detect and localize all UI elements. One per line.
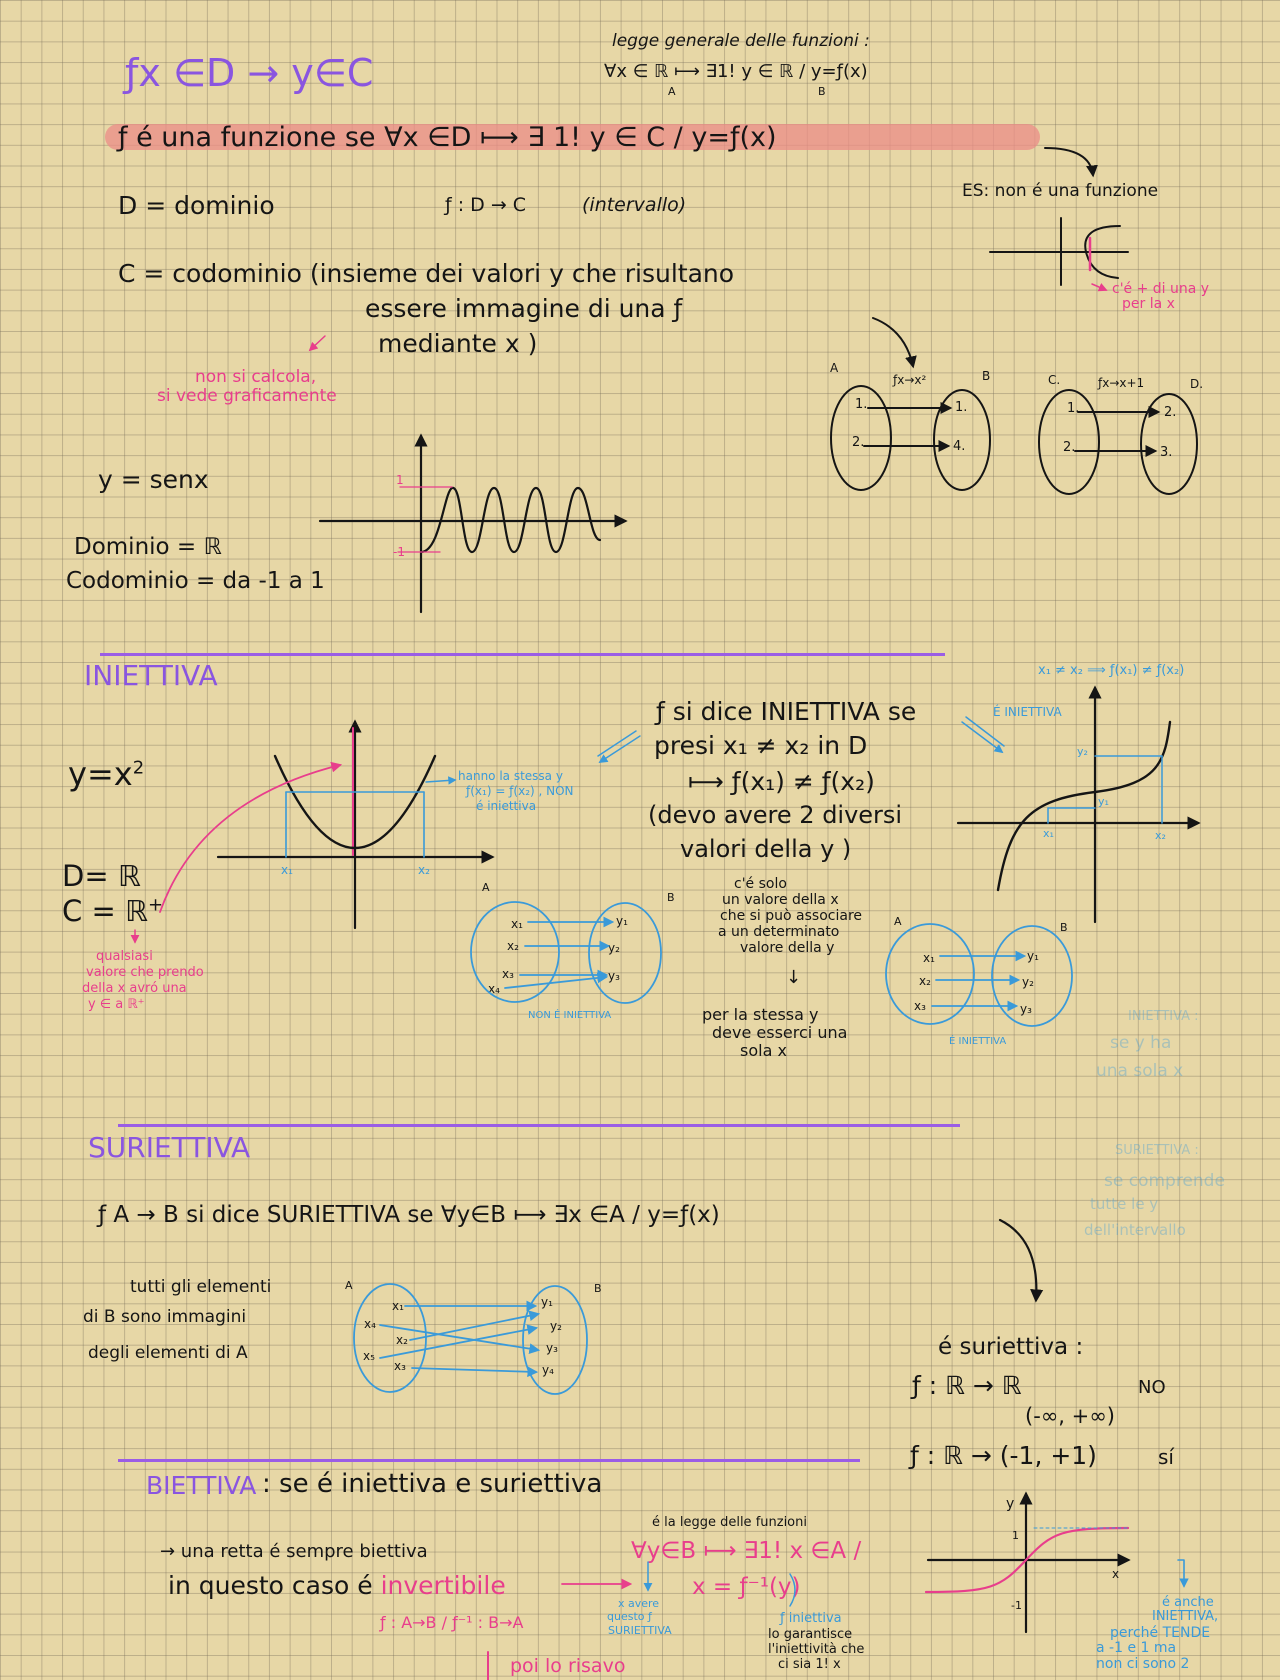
faded-iniettiva-2: se y ha [1110, 1033, 1172, 1053]
set2-x2: x₂ [919, 974, 931, 988]
poi-la-note: poi lo risavo [510, 1655, 626, 1677]
biettiva-invertibile-line: in questo caso é invertibile [168, 1571, 506, 1600]
also-5: non ci sono 2 [1096, 1656, 1190, 1672]
diag2-set-d: D. [1190, 377, 1204, 391]
sine-graph [320, 436, 625, 612]
diag1-set-b: B [982, 369, 991, 383]
tanh-minus1-label: -1 [1011, 1599, 1022, 1612]
tanh-1-label: 1 [1012, 1529, 1019, 1542]
biettiva-law-2: x = ƒ⁻¹(y) [692, 1574, 801, 1600]
set-diagram-x-plus-1 [1039, 390, 1197, 494]
tanh-x-label: x [1112, 1567, 1120, 1581]
set2-x1: x₁ [923, 951, 935, 965]
suriettiva-txt-1: tutti gli elementi [130, 1277, 272, 1297]
parabola-note-3: é iniettiva [476, 799, 537, 813]
faded-iniettiva-1: INIETTIVA : [1128, 1009, 1199, 1024]
cubic-x1: x₁ [1043, 827, 1054, 840]
cubic-y1: y₁ [1098, 795, 1109, 808]
not-function-graph [990, 218, 1128, 285]
set2-caption: É INIETTIVA [949, 1036, 1007, 1047]
es-note-2: per la x [1122, 296, 1175, 312]
sin-equation: y = senx [98, 465, 209, 494]
iniettiva-def-5: valori della y ) [680, 835, 852, 863]
iniettiva-pink-1: qualsiasi [96, 949, 153, 964]
set1-y1: y₁ [616, 914, 628, 928]
suriettiva-def: ƒ A → B si dice SURIETTIVA se ∀y∈B ⟼ ∃x ∈A / y=ƒ(x) [98, 1202, 720, 1228]
biettiva-title-rest: : se é iniettiva e suriettiva [262, 1469, 603, 1499]
parabola-x2: x₂ [418, 863, 430, 877]
tanh-y-label: y [1006, 1496, 1015, 1512]
codomain-line2: essere immagine di una ƒ [365, 294, 683, 323]
e-iniettiva-label: É INIETTIVA [993, 705, 1062, 719]
iniettiva-small-8: sola x [740, 1041, 787, 1060]
set2-y1: y₁ [1027, 949, 1039, 963]
diag2-rule: ƒx→x+1 [1098, 376, 1145, 390]
set1-x2: x₂ [507, 939, 519, 953]
diag2-out-1: 2. [1164, 405, 1177, 420]
diag1-rule: ƒx→x² [893, 373, 927, 387]
set-diagram-surjective [354, 1284, 587, 1394]
diag2-in-1: 1. [1067, 401, 1080, 416]
sur-f1-range: (-∞, +∞) [1025, 1404, 1115, 1428]
x-avere-2: questo ƒ [607, 1610, 652, 1623]
es-note-1: c'é + di una y [1112, 281, 1210, 297]
arrow-to-example [1045, 148, 1093, 175]
iniettiva-eq: $y=x^2$ [68, 755, 145, 793]
sur-y3: y₃ [546, 1341, 558, 1355]
faded-suriettiva-1: SURIETTIVA : [1115, 1143, 1199, 1158]
interval-note: (intervallo) [582, 194, 687, 216]
also-2: INIETTIVA, [1152, 1609, 1219, 1624]
also-1: é anche [1162, 1595, 1214, 1610]
faded-suriettiva-3: tutte le y [1090, 1195, 1159, 1213]
iniettiva-title: INIETTIVA [84, 659, 218, 692]
set-diagram-not-injective [471, 902, 661, 1003]
law-title: legge generale delle funzioni : [612, 31, 870, 51]
inverse-formula: ƒ : A→B / ƒ⁻¹ : B→A [380, 1613, 524, 1632]
diag2-out-2: 3. [1160, 445, 1173, 460]
set1-x3: x₃ [502, 967, 514, 981]
cubic-y2: y₂ [1077, 745, 1088, 758]
map-definition: ƒ : D → C [445, 194, 527, 216]
sur-f2: ƒ : ℝ → (-1, +1) [910, 1441, 1097, 1470]
faded-iniettiva-3: una sola x [1096, 1061, 1184, 1081]
header-line1: ƒx ∈D → y∈C [125, 51, 374, 95]
faded-suriettiva-2: se comprende [1104, 1171, 1225, 1191]
sur-set-a: A [345, 1279, 353, 1292]
cubic-graph [958, 688, 1198, 922]
law-formula: ∀x ∈ ℝ ⟼ ∃1! y ∈ ℝ / y=ƒ(x) [604, 61, 868, 82]
diag1-set-a: A [830, 361, 839, 375]
set2-y3: y₃ [1020, 1002, 1032, 1016]
suriettiva-title: SURIETTIVA [88, 1131, 251, 1164]
diag1-out-2: 4. [953, 439, 966, 454]
tanh-graph [926, 1494, 1128, 1632]
sur-y2: y₂ [550, 1319, 562, 1333]
iniettiva-small-2: un valore della x [722, 892, 839, 908]
iniettiva-def-4: (devo avere 2 diversi [648, 801, 903, 829]
codomain-line3: mediante x ) [378, 329, 538, 358]
sur-y4: y₄ [542, 1363, 554, 1377]
diag2-set-c: C. [1048, 373, 1061, 387]
set1-x4: x₄ [488, 982, 500, 996]
parabola-x1: x₁ [281, 863, 293, 877]
faded-suriettiva-4: dell'intervallo [1084, 1221, 1186, 1239]
set-diagram-injective [886, 921, 1072, 1026]
is-suriettiva: é suriettiva : [938, 1334, 1084, 1360]
also-3: perché TENDE [1110, 1625, 1211, 1641]
x-avere-3: SURIETTIVA [608, 1624, 672, 1637]
set2-a: A [894, 915, 902, 928]
set1-x1: x₁ [511, 917, 523, 931]
f-iniettiva-2: lo garantisce [768, 1627, 853, 1642]
set1-b: B [667, 891, 675, 904]
parabola-note-1: hanno la stessa y [458, 769, 563, 783]
parabola-note-2: ƒ(x₁) = ƒ(x₂) , NON [466, 784, 574, 798]
pink-note-2: si vede graficamente [157, 386, 337, 406]
iniettiva-codomain: C = ℝ+ [62, 894, 164, 928]
parabola-graph [218, 722, 492, 928]
set1-y3: y₃ [608, 969, 620, 983]
set1-a: A [482, 881, 490, 894]
diag1-in-2: 2. [852, 435, 865, 450]
biettiva-title: BIETTIVA [146, 1471, 257, 1500]
sin-codomain: Codominio = da -1 a 1 [66, 568, 325, 594]
sin-tick-minus-1: -1 [393, 545, 405, 559]
iniettiva-condition: x₁ ≠ x₂ ⟹ ƒ(x₁) ≠ ƒ(x₂) [1038, 663, 1185, 678]
set2-x3: x₃ [914, 999, 926, 1013]
set1-caption: NON É INIETTIVA [528, 1010, 612, 1021]
f-iniettiva-4: ci sia 1! x [778, 1657, 841, 1672]
sur-f1-answer: NO [1138, 1377, 1166, 1398]
function-definition: ƒ é una funzione se ∀x ∈D ⟼ ∃ 1! y ∈ C / y=ƒ(x) [118, 122, 777, 153]
sur-y1: y₁ [541, 1295, 553, 1309]
f-iniettiva-1: ƒ iniettiva [780, 1611, 842, 1626]
iniettiva-def-2: presi x₁ ≠ x₂ in D [654, 731, 868, 760]
law-label: é la legge delle funzioni [652, 1515, 807, 1530]
sur-f1: ƒ : ℝ → ℝ [912, 1371, 1022, 1400]
set2-y2: y₂ [1022, 975, 1034, 989]
iniettiva-def-1: ƒ si dice INIETTIVA se [656, 697, 917, 726]
sin-tick-1: 1 [396, 473, 404, 487]
iniettiva-small-7: deve esserci una [712, 1023, 848, 1042]
iniettiva-small-3: che si può associare [720, 908, 863, 924]
law-sub-b: B [818, 85, 826, 98]
x-avere-1: x avere [618, 1597, 660, 1610]
iniettiva-small-1: c'é solo [734, 876, 787, 892]
iniettiva-small-4: a un determinato [718, 924, 840, 940]
iniettiva-pink-2: valore che prendo [86, 965, 204, 980]
iniettiva-def-3: ⟼ ƒ(x₁) ≠ ƒ(x₂) [688, 767, 875, 796]
sur-x2: x₂ [396, 1333, 408, 1347]
cubic-x2: x₂ [1155, 829, 1166, 842]
es-label: ES: non é una funzione [962, 181, 1159, 201]
diag2-in-2: 2. [1063, 440, 1076, 455]
iniettiva-small-6: per la stessa y [702, 1005, 819, 1024]
diag1-in-1: 1. [855, 397, 868, 412]
sur-x4: x₄ [364, 1317, 376, 1331]
sur-x5: x₅ [363, 1349, 375, 1363]
biettiva-retta: → una retta é sempre biettiva [160, 1541, 428, 1562]
iniettiva-domain: D= ℝ [62, 859, 141, 893]
sur-f2-answer: sí [1158, 1445, 1174, 1469]
sur-x3: x₃ [394, 1359, 406, 1373]
pink-note-1: non si calcola, [195, 367, 317, 387]
law-sub-a: A [668, 85, 676, 98]
codomain-line1: C = codominio (insieme dei valori y che risultano [118, 259, 735, 288]
domain-definition: D = dominio [118, 191, 275, 220]
iniettiva-pink-3: della x avró una [82, 981, 187, 996]
set1-y2: y₂ [608, 941, 620, 955]
iniettiva-small-5: valore della y [740, 940, 835, 956]
suriettiva-txt-2: di B sono immagini [83, 1307, 247, 1327]
biettiva-law-1: ∀y∈B ⟼ ∃1! x ∈A / [631, 1538, 862, 1564]
f-iniettiva-3: l'iniettività che [768, 1642, 865, 1657]
diag1-out-1: 1. [955, 400, 968, 415]
set2-b: B [1060, 921, 1068, 934]
sur-set-b: B [594, 1282, 602, 1295]
sin-domain: Dominio = ℝ [74, 534, 222, 560]
sur-x1: x₁ [392, 1299, 404, 1313]
suriettiva-txt-3: degli elementi di A [88, 1343, 248, 1363]
iniettiva-pink-4: y ∈ a ℝ⁺ [88, 997, 145, 1012]
iniettiva-small-arrow: ↓ [786, 967, 802, 988]
set-diagram-x2 [831, 386, 990, 490]
also-4: a -1 e 1 ma [1096, 1640, 1177, 1656]
